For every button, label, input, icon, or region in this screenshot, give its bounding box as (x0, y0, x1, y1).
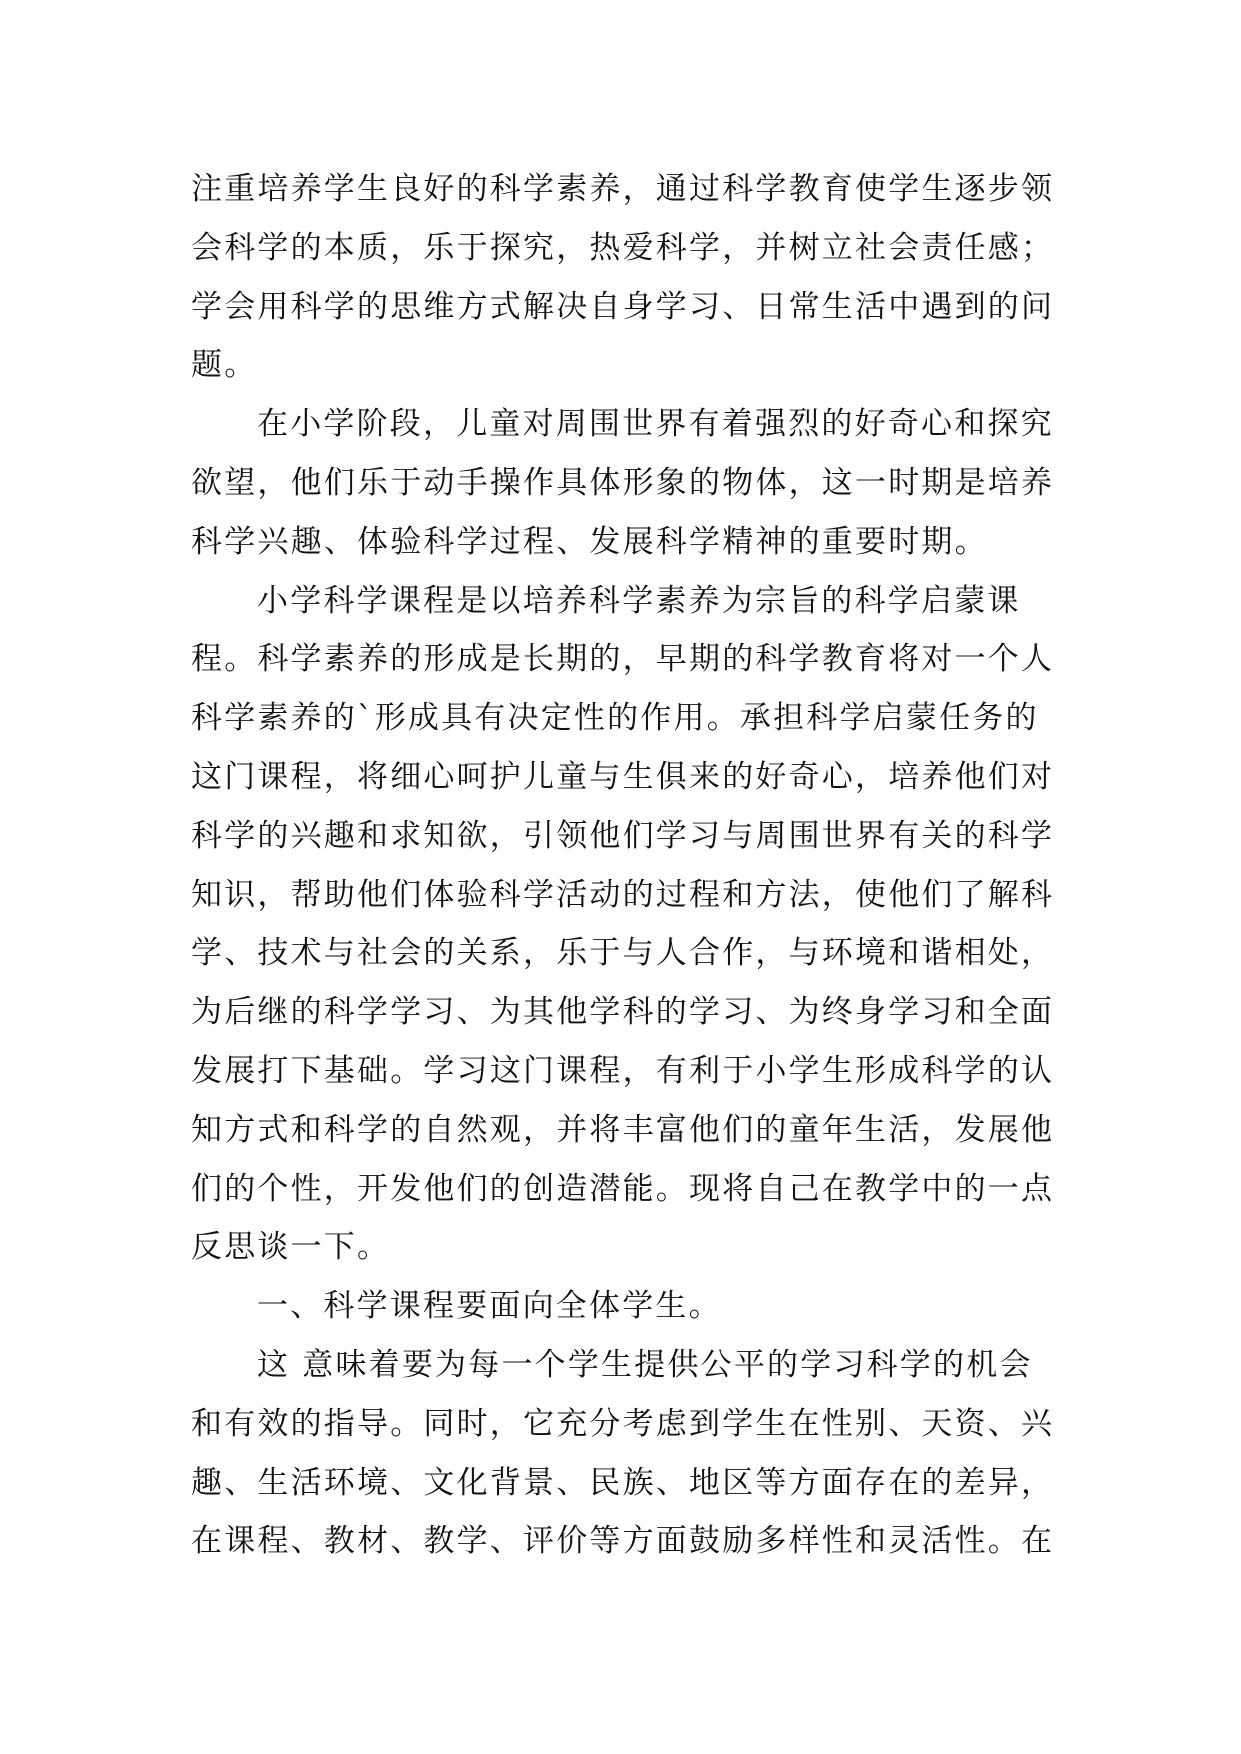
text-line: 在课程、教材、教学、评价等方面鼓励多样性和灵活性。在 (191, 1523, 1055, 1560)
text-line: 为后继的科学学习、为其他学科的学习、为终身学习和全面 (191, 994, 1055, 1031)
text-line: 欲望，他们乐于动手操作具体形象的物体，这一时期是培养 (191, 464, 1055, 501)
text-line: 反思谈一下。 (191, 1229, 391, 1266)
text-line: 程。科学素养的形成是长期的，早期的科学教育将对一个人 (191, 641, 1055, 678)
text-line: 在小学阶段，儿童对周围世界有着强烈的好奇心和探究 (257, 406, 1054, 443)
text-line: 这 意味着要为每一个学生提供公平的学习科学的机会 (257, 1346, 1033, 1383)
text-line: 科学的兴趣和求知欲，引领他们学习与周围世界有关的科学 (191, 817, 1055, 854)
text-line: 和有效的指导。同时，它充分考虑到学生在性别、天资、兴 (191, 1405, 1055, 1442)
text-line: 题。 (191, 347, 258, 384)
text-line: 知方式和科学的自然观，并将丰富他们的童年生活，发展他 (191, 1111, 1055, 1148)
text-line: 科学素养的`形成具有决定性的作用。承担科学启蒙任务的 (191, 700, 1039, 737)
text-line: 科学兴趣、体验科学过程、发展科学精神的重要时期。 (191, 523, 988, 560)
text-line: 注重培养学生良好的科学素养，通过科学教育使学生逐步领 (191, 171, 1055, 207)
text-line: 小学科学课程是以培养科学素养为宗旨的科学启蒙课 (257, 582, 1021, 619)
text-line: 学、技术与社会的关系，乐于与人合作，与环境和谐相处， (191, 935, 1055, 972)
text-line: 知识，帮助他们体验科学活动的过程和方法，使他们了解科 (191, 876, 1055, 913)
text-line: 一、科学课程要面向全体学生。 (257, 1288, 722, 1325)
text-line: 们的个性，开发他们的创造潜能。现将自己在教学中的一点 (191, 1170, 1055, 1207)
text-line: 这门课程，将细心呵护儿童与生俱来的好奇心，培养他们对 (191, 758, 1055, 795)
text-line: 学会用科学的思维方式解决自身学习、日常生活中遇到的问 (191, 288, 1055, 325)
text-line: 会科学的本质，乐于探究，热爱科学，并树立社会责任感； (191, 229, 1055, 266)
text-line: 发展打下基础。学习这门课程，有利于小学生形成科学的认 (191, 1052, 1055, 1089)
document-body (191, 160, 1055, 1571)
text-line: 趣、生活环境、文化背景、民族、地区等方面存在的差异， (191, 1464, 1055, 1501)
